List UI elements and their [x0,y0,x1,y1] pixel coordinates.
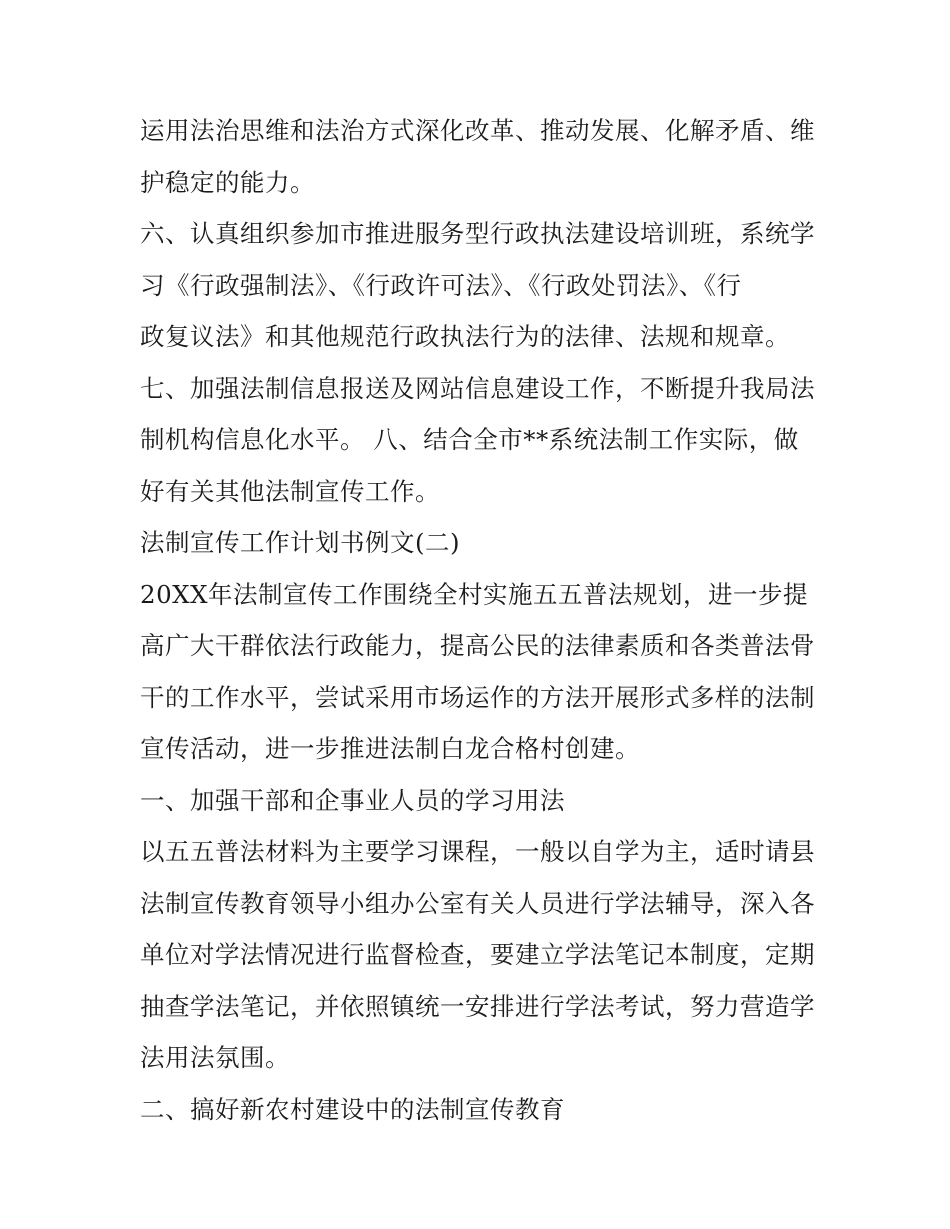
text-line-5: 政复议法》和其他规范行政执法行为的法律、法规和规章。 [140,322,790,351]
section-heading-example-2: 法制宣传工作计划书例文(二) [140,528,461,557]
text-line-13: 宣传活动，进一步推进法制白龙合格村创建。 [140,734,640,763]
section-heading-one: 一、加强干部和企事业人员的学习用法 [140,785,565,815]
text-line-19: 法用法氛围。 [140,1043,290,1072]
text-line-4: 习《行政强制法》、《行政许可法》、《行政处罚法》、《行 [140,270,742,300]
text-line-6: 七、加强法制信息报送及网站信息建设工作，不断提升我局法 [140,373,815,403]
text-line-1: 运用法治思维和法治方式深化改革、推动发展、化解矛盾、维 [140,116,815,145]
text-line-2: 护稳定的能力。 [140,167,315,197]
document-body [140,105,820,1135]
text-line-12: 干的工作水平，尝试采用市场运作的方法开展形式多样的法制 [140,682,815,712]
section-heading-two: 二、搞好新农村建设中的法制宣传教育 [140,1094,565,1124]
text-line-7: 制机构信息化水平。 八、结合全市**系统法制工作实际，做 [140,425,799,454]
text-line-8: 好有关其他法制宣传工作。 [140,476,440,506]
text-line-3: 六、认真组织参加市推进服务型行政执法建设培训班，系统学 [140,219,815,248]
text-line-17: 单位对学法情况进行监督检查，要建立学法笔记本制度，定期 [140,940,815,969]
text-line-11: 高广大干群依法行政能力，提高公民的法律素质和各类普法骨 [140,631,815,660]
text-line-10: 20XX年法制宣传工作围绕全村实施五五普法规划，进一步提 [140,579,809,609]
text-line-15: 以五五普法材料为主要学习课程，一般以自学为主，适时请县 [140,837,815,866]
text-line-16: 法制宣传教育领导小组办公室有关人员进行学法辅导，深入各 [140,888,815,918]
text-line-18: 抽查学法笔记，并依照镇统一安排进行学法考试，努力营造学 [140,991,815,1021]
